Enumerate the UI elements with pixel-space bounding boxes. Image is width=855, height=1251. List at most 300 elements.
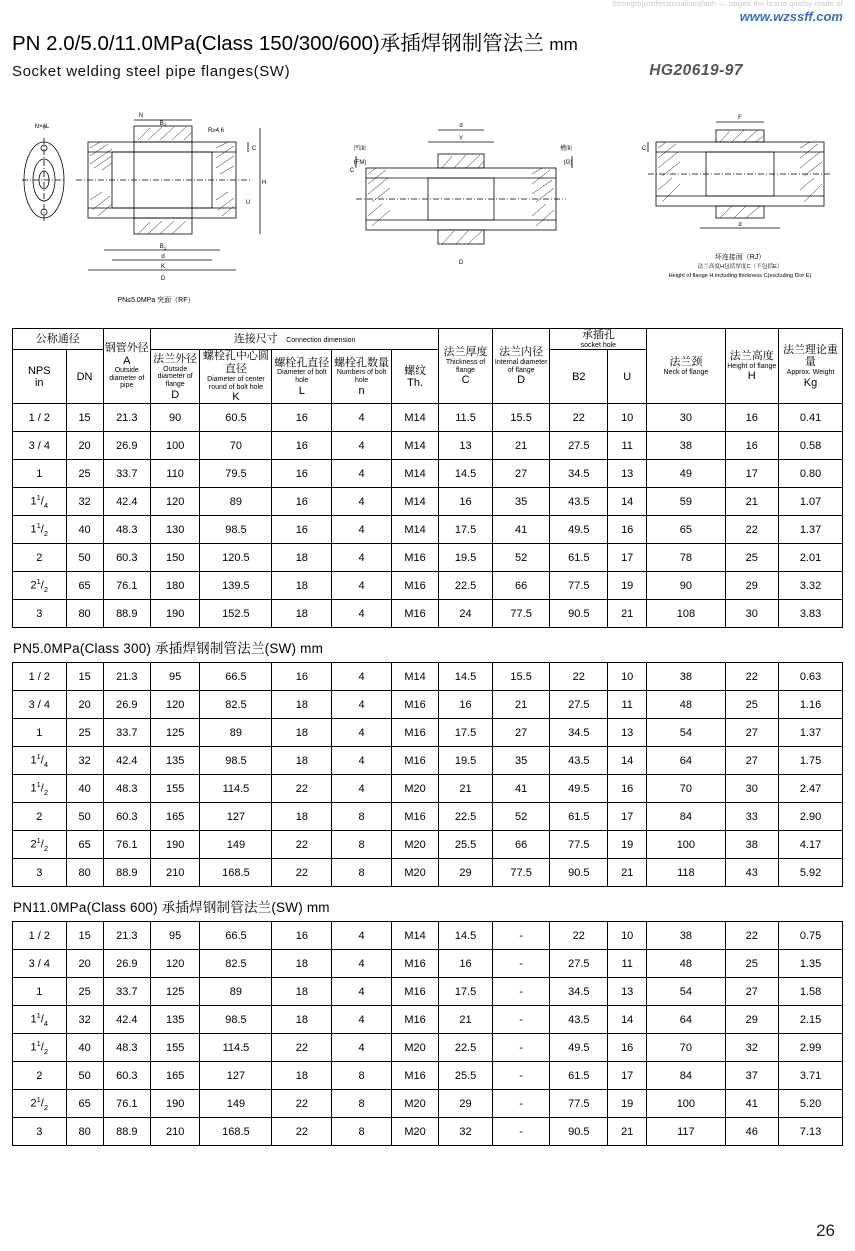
cell-din: 27 bbox=[492, 719, 550, 747]
table-row bbox=[13, 859, 843, 887]
cell-a: 60.3 bbox=[103, 544, 150, 572]
cell-c: 17.5 bbox=[439, 978, 493, 1006]
table-row bbox=[13, 978, 843, 1006]
svg-text:R≥4.6: R≥4.6 bbox=[208, 128, 224, 134]
cell-b2: 77.5 bbox=[550, 1090, 608, 1118]
cell-kg: 0.80 bbox=[779, 460, 843, 488]
table-row bbox=[13, 432, 843, 460]
cell-l: 16 bbox=[272, 488, 332, 516]
table-row bbox=[13, 600, 843, 628]
cell-u: 17 bbox=[608, 1062, 647, 1090]
th-neck bbox=[647, 329, 725, 404]
cell-dn: 40 bbox=[66, 516, 103, 544]
cell-k: 114.5 bbox=[200, 775, 272, 803]
cell-h: 30 bbox=[725, 600, 779, 628]
th-neck-en: Neck of flange bbox=[663, 368, 709, 376]
cell-neck: 48 bbox=[647, 950, 725, 978]
cell-h: 33 bbox=[725, 803, 779, 831]
cell-nps: $2^1/_2$ bbox=[13, 572, 67, 600]
cell-u: 13 bbox=[608, 978, 647, 1006]
table-body-pn50 bbox=[13, 663, 843, 887]
cell-din: - bbox=[492, 922, 550, 950]
cell-th: M20 bbox=[391, 775, 438, 803]
cell-th: M20 bbox=[391, 1090, 438, 1118]
cell-neck: 108 bbox=[647, 600, 725, 628]
cell-c: 16 bbox=[439, 691, 493, 719]
cell-a: 48.3 bbox=[103, 775, 150, 803]
cell-din: 35 bbox=[492, 488, 550, 516]
cell-neck: 65 bbox=[647, 516, 725, 544]
cell-d: 110 bbox=[150, 460, 199, 488]
svg-text:K: K bbox=[160, 264, 166, 270]
th-weight-sym: Kg bbox=[803, 376, 818, 389]
cell-b2: 90.5 bbox=[550, 859, 608, 887]
cell-neck: 70 bbox=[647, 775, 725, 803]
cell-kg: 5.92 bbox=[779, 859, 843, 887]
table-row bbox=[13, 922, 843, 950]
th-flange-od-cn: 法兰外径 bbox=[153, 352, 198, 365]
cell-neck: 64 bbox=[647, 1006, 725, 1034]
cell-d: 120 bbox=[150, 691, 199, 719]
th-nominal-diameter: 公称通径 bbox=[13, 329, 104, 350]
th-inner-diameter bbox=[492, 329, 550, 404]
cell-th: M20 bbox=[391, 831, 438, 859]
cell-h: 37 bbox=[725, 1062, 779, 1090]
cell-h: 16 bbox=[725, 404, 779, 432]
cell-th: M16 bbox=[391, 803, 438, 831]
cell-a: 76.1 bbox=[103, 572, 150, 600]
cell-n: 4 bbox=[332, 950, 392, 978]
cell-th: M16 bbox=[391, 719, 438, 747]
cell-neck: 30 bbox=[647, 404, 725, 432]
th-bolt-hole-dia-cn: 螺栓孔直径 bbox=[274, 356, 330, 369]
cell-a: 21.3 bbox=[103, 663, 150, 691]
svg-text:C: C bbox=[349, 168, 355, 174]
cell-k: 89 bbox=[200, 488, 272, 516]
cell-kg: 5.20 bbox=[779, 1090, 843, 1118]
cell-n: 8 bbox=[332, 803, 392, 831]
cell-n: 8 bbox=[332, 1118, 392, 1146]
svg-text:d: d bbox=[161, 254, 165, 260]
drawing-right-caption: 环连接面（RJ） bbox=[714, 254, 766, 261]
cell-dn: 40 bbox=[66, 1034, 103, 1062]
cell-k: 149 bbox=[200, 831, 272, 859]
cell-din: 21 bbox=[492, 691, 550, 719]
cell-k: 149 bbox=[200, 1090, 272, 1118]
th-thread-sym: Th. bbox=[407, 377, 424, 390]
cell-a: 26.9 bbox=[103, 691, 150, 719]
cell-th: M14 bbox=[391, 516, 438, 544]
cell-nps: 3 bbox=[13, 600, 67, 628]
th-bolt-hole-num-cn: 螺栓孔数量 bbox=[334, 356, 390, 369]
cell-neck: 100 bbox=[647, 831, 725, 859]
cell-din: 35 bbox=[492, 747, 550, 775]
cell-u: 19 bbox=[608, 831, 647, 859]
cell-a: 21.3 bbox=[103, 922, 150, 950]
cell-nps: 2 bbox=[13, 803, 67, 831]
cell-c: 24 bbox=[439, 600, 493, 628]
th-inner-en: Internal diameter of flange bbox=[494, 358, 548, 374]
cell-n: 4 bbox=[332, 488, 392, 516]
cell-l: 18 bbox=[272, 572, 332, 600]
cell-nps: 3 / 4 bbox=[13, 950, 67, 978]
cell-k: 168.5 bbox=[200, 1118, 272, 1146]
svg-text:(G): (G) bbox=[563, 160, 573, 166]
cell-b2: 77.5 bbox=[550, 572, 608, 600]
cell-k: 89 bbox=[200, 719, 272, 747]
cell-d: 165 bbox=[150, 1062, 199, 1090]
cell-d: 125 bbox=[150, 978, 199, 1006]
cell-d: 125 bbox=[150, 719, 199, 747]
cell-dn: 40 bbox=[66, 775, 103, 803]
th-bolt-circle-sym: K bbox=[232, 391, 240, 404]
cell-u: 16 bbox=[608, 516, 647, 544]
cell-u: 21 bbox=[608, 1118, 647, 1146]
cell-nps: $1^1/_2$ bbox=[13, 1034, 67, 1062]
svg-text:B2: $B_2$ bbox=[159, 121, 167, 128]
svg-text:槽面: 槽面 bbox=[559, 146, 573, 152]
cell-c: 14.5 bbox=[439, 922, 493, 950]
page-title-text: PN 2.0/5.0/11.0MPa(Class 150/300/600)承插焊钢制管法兰 bbox=[12, 32, 544, 55]
cell-neck: 118 bbox=[647, 859, 725, 887]
cell-c: 25.5 bbox=[439, 1062, 493, 1090]
cell-neck: 38 bbox=[647, 663, 725, 691]
cell-c: 25.5 bbox=[439, 831, 493, 859]
cell-k: 98.5 bbox=[200, 747, 272, 775]
cell-h: 16 bbox=[725, 432, 779, 460]
cell-neck: 64 bbox=[647, 747, 725, 775]
cell-n: 4 bbox=[332, 404, 392, 432]
cell-b2: 22 bbox=[550, 404, 608, 432]
cell-b2: 49.5 bbox=[550, 1034, 608, 1062]
cell-th: M20 bbox=[391, 1034, 438, 1062]
drawing-right-note-cn: 法兰高度H包括厚度C（不包括E） bbox=[697, 264, 783, 270]
cell-c: 21 bbox=[439, 775, 493, 803]
drawing-left-svg bbox=[16, 108, 296, 293]
cell-neck: 84 bbox=[647, 1062, 725, 1090]
cell-c: 14.5 bbox=[439, 460, 493, 488]
cell-h: 27 bbox=[725, 719, 779, 747]
cell-b2: 77.5 bbox=[550, 831, 608, 859]
cell-a: 88.9 bbox=[103, 859, 150, 887]
cell-nps: $2^1/_2$ bbox=[13, 1090, 67, 1118]
cell-kg: 1.75 bbox=[779, 747, 843, 775]
cell-u: 11 bbox=[608, 950, 647, 978]
cell-h: 25 bbox=[725, 544, 779, 572]
cell-h: 22 bbox=[725, 663, 779, 691]
cell-dn: 25 bbox=[66, 978, 103, 1006]
table-row bbox=[13, 572, 843, 600]
cell-a: 26.9 bbox=[103, 950, 150, 978]
th-height bbox=[725, 329, 779, 404]
cell-kg: 3.71 bbox=[779, 1062, 843, 1090]
th-pipe-od-sym: A bbox=[123, 354, 131, 367]
svg-text:Y: Y bbox=[458, 136, 464, 142]
table-row bbox=[13, 460, 843, 488]
cell-c: 19.5 bbox=[439, 747, 493, 775]
th-dn: DN bbox=[66, 350, 103, 404]
cell-th: M16 bbox=[391, 1006, 438, 1034]
th-flange-od-en: Outside diameter of flange bbox=[157, 365, 193, 389]
cell-din: 77.5 bbox=[492, 600, 550, 628]
cell-l: 16 bbox=[272, 922, 332, 950]
svg-text:H: H bbox=[261, 180, 267, 186]
cell-l: 16 bbox=[272, 663, 332, 691]
cell-n: 4 bbox=[332, 978, 392, 1006]
cell-h: 21 bbox=[725, 488, 779, 516]
cell-kg: 0.63 bbox=[779, 663, 843, 691]
cell-l: 16 bbox=[272, 404, 332, 432]
cell-l: 22 bbox=[272, 831, 332, 859]
cell-n: 4 bbox=[332, 1006, 392, 1034]
cell-dn: 15 bbox=[66, 404, 103, 432]
cell-nps: 1 / 2 bbox=[13, 404, 67, 432]
cell-nps: 1 bbox=[13, 978, 67, 1006]
cell-h: 29 bbox=[725, 1006, 779, 1034]
table-section-pn20 bbox=[12, 328, 843, 628]
th-flange-od bbox=[150, 350, 199, 404]
cell-u: 19 bbox=[608, 1090, 647, 1118]
cell-h: 22 bbox=[725, 922, 779, 950]
table-row bbox=[13, 831, 843, 859]
cell-nps: $1^1/_2$ bbox=[13, 516, 67, 544]
table-row bbox=[13, 516, 843, 544]
th-socket-b2: B2 bbox=[550, 350, 608, 404]
cell-b2: 90.5 bbox=[550, 600, 608, 628]
cell-c: 21 bbox=[439, 1006, 493, 1034]
cell-kg: 2.01 bbox=[779, 544, 843, 572]
cell-dn: 20 bbox=[66, 432, 103, 460]
cell-d: 95 bbox=[150, 663, 199, 691]
th-bolt-circle-cn: 螺栓孔中心圆直径 bbox=[202, 350, 269, 376]
drawing-right-svg bbox=[640, 110, 840, 250]
cell-a: 60.3 bbox=[103, 1062, 150, 1090]
cell-d: 95 bbox=[150, 922, 199, 950]
cell-din: 41 bbox=[492, 775, 550, 803]
cell-b2: 43.5 bbox=[550, 1006, 608, 1034]
cell-kg: 4.17 bbox=[779, 831, 843, 859]
cell-k: 127 bbox=[200, 803, 272, 831]
cell-n: 4 bbox=[332, 663, 392, 691]
cell-a: 88.9 bbox=[103, 1118, 150, 1146]
cell-kg: 3.32 bbox=[779, 572, 843, 600]
cell-nps: 1 / 2 bbox=[13, 663, 67, 691]
cell-d: 190 bbox=[150, 1090, 199, 1118]
cell-kg: 2.99 bbox=[779, 1034, 843, 1062]
cell-nps: 3 / 4 bbox=[13, 691, 67, 719]
cell-din: 52 bbox=[492, 803, 550, 831]
th-inner-cn: 法兰内径 bbox=[499, 346, 544, 359]
cell-kg: 1.35 bbox=[779, 950, 843, 978]
cell-dn: 15 bbox=[66, 922, 103, 950]
cell-b2: 49.5 bbox=[550, 516, 608, 544]
svg-text:d: d bbox=[738, 222, 742, 228]
drawing-right-note-en: Height of flange H including thickness C(excluding f2or E) bbox=[668, 272, 812, 279]
cell-k: 66.5 bbox=[200, 663, 272, 691]
cell-neck: 117 bbox=[647, 1118, 725, 1146]
svg-text:D: D bbox=[160, 276, 166, 282]
cell-l: 18 bbox=[272, 691, 332, 719]
th-weight bbox=[779, 329, 843, 404]
cell-kg: 1.58 bbox=[779, 978, 843, 1006]
cell-l: 22 bbox=[272, 1034, 332, 1062]
cell-kg: 1.37 bbox=[779, 516, 843, 544]
watermark-tagline: Strength|professionalism|faith — forged the brand quality made of bbox=[611, 0, 843, 8]
cell-k: 70 bbox=[200, 432, 272, 460]
cell-din: 15.5 bbox=[492, 404, 550, 432]
th-nps-unit: in bbox=[34, 376, 44, 389]
cell-neck: 100 bbox=[647, 1090, 725, 1118]
cell-neck: 54 bbox=[647, 978, 725, 1006]
cell-d: 180 bbox=[150, 572, 199, 600]
th-socket-en: socket hole bbox=[580, 341, 617, 349]
svg-text:D: D bbox=[458, 260, 464, 266]
table-row bbox=[13, 950, 843, 978]
cell-a: 42.4 bbox=[103, 1006, 150, 1034]
cell-d: 165 bbox=[150, 803, 199, 831]
cell-n: 4 bbox=[332, 432, 392, 460]
cell-k: 82.5 bbox=[200, 950, 272, 978]
cell-th: M14 bbox=[391, 460, 438, 488]
th-height-cn: 法兰高度 bbox=[729, 349, 774, 362]
cell-h: 25 bbox=[725, 950, 779, 978]
cell-th: M14 bbox=[391, 922, 438, 950]
cell-d: 120 bbox=[150, 488, 199, 516]
cell-u: 19 bbox=[608, 572, 647, 600]
cell-din: - bbox=[492, 1034, 550, 1062]
cell-l: 22 bbox=[272, 775, 332, 803]
cell-neck: 78 bbox=[647, 544, 725, 572]
cell-l: 22 bbox=[272, 859, 332, 887]
table-body-pn110 bbox=[13, 922, 843, 1146]
page-subtitle: Socket welding steel pipe flanges(SW) bbox=[12, 63, 291, 80]
title-subrow bbox=[12, 62, 843, 80]
cell-kg: 7.13 bbox=[779, 1118, 843, 1146]
cell-dn: 25 bbox=[66, 719, 103, 747]
cell-dn: 80 bbox=[66, 1118, 103, 1146]
cell-c: 14.5 bbox=[439, 663, 493, 691]
cell-u: 10 bbox=[608, 663, 647, 691]
cell-a: 76.1 bbox=[103, 831, 150, 859]
cell-u: 17 bbox=[608, 544, 647, 572]
cell-n: 4 bbox=[332, 691, 392, 719]
cell-d: 135 bbox=[150, 1006, 199, 1034]
cell-th: M16 bbox=[391, 1062, 438, 1090]
cell-a: 60.3 bbox=[103, 803, 150, 831]
cell-c: 17.5 bbox=[439, 516, 493, 544]
cell-d: 130 bbox=[150, 516, 199, 544]
cell-l: 16 bbox=[272, 432, 332, 460]
cell-k: 168.5 bbox=[200, 859, 272, 887]
svg-text:N×ϕL: N×ϕL bbox=[34, 124, 50, 130]
cell-c: 29 bbox=[439, 859, 493, 887]
cell-b2: 22 bbox=[550, 922, 608, 950]
table-row bbox=[13, 691, 843, 719]
cell-nps: 1 bbox=[13, 460, 67, 488]
cell-d: 155 bbox=[150, 775, 199, 803]
cell-nps: 1 / 2 bbox=[13, 922, 67, 950]
svg-text:C: C bbox=[251, 146, 257, 152]
cell-th: M14 bbox=[391, 488, 438, 516]
cell-kg: 1.07 bbox=[779, 488, 843, 516]
cell-k: 82.5 bbox=[200, 691, 272, 719]
cell-nps: 3 / 4 bbox=[13, 432, 67, 460]
cell-dn: 32 bbox=[66, 1006, 103, 1034]
cell-u: 13 bbox=[608, 719, 647, 747]
th-nps-label: NPS bbox=[27, 364, 51, 377]
cell-d: 100 bbox=[150, 432, 199, 460]
cell-n: 4 bbox=[332, 460, 392, 488]
website-url: www.wzssff.com bbox=[739, 9, 843, 25]
cell-b2: 27.5 bbox=[550, 691, 608, 719]
cell-k: 89 bbox=[200, 978, 272, 1006]
cell-kg: 0.75 bbox=[779, 922, 843, 950]
th-height-sym: H bbox=[747, 370, 756, 383]
cell-d: 135 bbox=[150, 747, 199, 775]
cell-d: 190 bbox=[150, 600, 199, 628]
cell-h: 29 bbox=[725, 572, 779, 600]
cell-n: 8 bbox=[332, 1062, 392, 1090]
cell-neck: 59 bbox=[647, 488, 725, 516]
cell-din: - bbox=[492, 1062, 550, 1090]
svg-text:(FM): (FM) bbox=[353, 160, 367, 166]
th-nps bbox=[13, 350, 67, 404]
cell-l: 18 bbox=[272, 1006, 332, 1034]
svg-text:N: N bbox=[138, 113, 144, 119]
cell-din: 66 bbox=[492, 831, 550, 859]
cell-b2: 27.5 bbox=[550, 950, 608, 978]
cell-n: 4 bbox=[332, 719, 392, 747]
cell-dn: 65 bbox=[66, 831, 103, 859]
cell-a: 33.7 bbox=[103, 978, 150, 1006]
cell-u: 17 bbox=[608, 803, 647, 831]
th-socket-u: U bbox=[608, 350, 647, 404]
cell-c: 22.5 bbox=[439, 803, 493, 831]
table-row bbox=[13, 1090, 843, 1118]
cell-a: 21.3 bbox=[103, 404, 150, 432]
table-row bbox=[13, 544, 843, 572]
cell-neck: 54 bbox=[647, 719, 725, 747]
standard-code: HG20619-97 bbox=[649, 62, 743, 79]
cell-din: 77.5 bbox=[492, 859, 550, 887]
cell-d: 120 bbox=[150, 950, 199, 978]
th-thickness-sym: C bbox=[461, 374, 470, 387]
cell-u: 11 bbox=[608, 432, 647, 460]
cell-k: 98.5 bbox=[200, 1006, 272, 1034]
cell-d: 150 bbox=[150, 544, 199, 572]
cell-dn: 50 bbox=[66, 1062, 103, 1090]
cell-l: 18 bbox=[272, 978, 332, 1006]
cell-kg: 1.37 bbox=[779, 719, 843, 747]
cell-n: 4 bbox=[332, 775, 392, 803]
cell-b2: 61.5 bbox=[550, 803, 608, 831]
th-bolt-hole-dia bbox=[272, 350, 332, 404]
cell-k: 114.5 bbox=[200, 1034, 272, 1062]
cell-din: 66 bbox=[492, 572, 550, 600]
cell-u: 11 bbox=[608, 691, 647, 719]
cell-c: 17.5 bbox=[439, 719, 493, 747]
cell-k: 60.5 bbox=[200, 404, 272, 432]
cell-th: M16 bbox=[391, 600, 438, 628]
cell-th: M16 bbox=[391, 691, 438, 719]
cell-kg: 0.41 bbox=[779, 404, 843, 432]
cell-dn: 32 bbox=[66, 747, 103, 775]
drawing-left-caption: PN≤5.0MPa 突面（RF） bbox=[117, 297, 195, 304]
cell-a: 33.7 bbox=[103, 460, 150, 488]
cell-a: 33.7 bbox=[103, 719, 150, 747]
cell-k: 120.5 bbox=[200, 544, 272, 572]
cell-b2: 34.5 bbox=[550, 460, 608, 488]
